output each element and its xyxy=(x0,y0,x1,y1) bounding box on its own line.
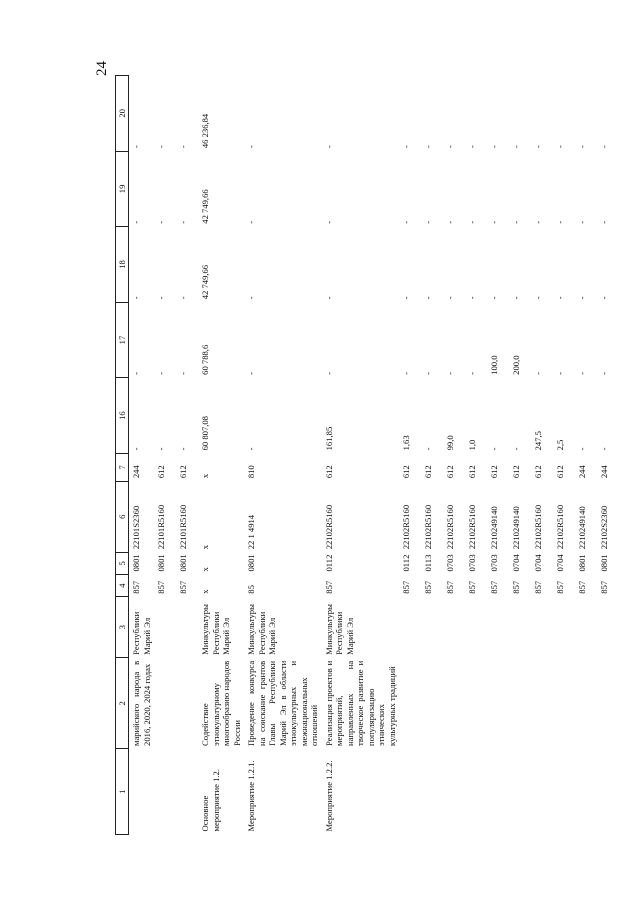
value-col-16-cell: - xyxy=(178,447,189,451)
description-cell xyxy=(597,658,619,749)
column-header-2: 2 xyxy=(116,658,129,749)
value-col-20-cell: - xyxy=(131,145,142,149)
executor-cell: Республики Марий Эл xyxy=(131,611,152,655)
value-col-16-cell: - xyxy=(423,447,434,451)
target-article-cell: 2210249140 xyxy=(511,506,522,550)
value-col-20-cell: - xyxy=(533,145,544,149)
grbs-code-cell: 857 xyxy=(467,580,478,594)
target-article-cell: 22102R5160 xyxy=(423,504,434,550)
description-cell: марийского народа в 2016, 2020, 2024 годах xyxy=(131,660,152,746)
expense-type-cell: 612 xyxy=(511,465,522,479)
grbs-code-cell: 857 xyxy=(445,580,456,594)
description-cell xyxy=(465,658,487,749)
expense-type-cell: 612 xyxy=(178,465,189,479)
value-col-17-cell: - xyxy=(445,371,456,375)
value-col-17-cell: - xyxy=(467,371,478,375)
grbs-code-cell: 857 xyxy=(156,580,167,594)
value-col-18-cell: - xyxy=(401,296,412,300)
value-col-16-cell: 2,5 xyxy=(555,439,566,451)
expense-type-cell: 244 xyxy=(577,465,588,479)
column-header-4: 4 xyxy=(116,575,129,597)
target-article-cell: 22102R5160 xyxy=(533,504,544,550)
grbs-code-cell: 857 xyxy=(323,580,334,594)
value-col-16-cell: 161,85 xyxy=(323,426,334,451)
value-col-20-cell: - xyxy=(401,145,412,149)
row-label-cell xyxy=(575,749,597,835)
section-code-cell: 0703 xyxy=(489,554,500,572)
column-header-5: 5 xyxy=(116,552,129,574)
value-col-19-cell: - xyxy=(511,220,522,224)
row-label-cell xyxy=(597,749,619,835)
column-header-19: 19 xyxy=(116,151,129,227)
value-col-20-cell: - xyxy=(423,145,434,149)
value-col-19-cell: - xyxy=(577,220,588,224)
budget-table xyxy=(115,75,619,835)
section-code-cell: х xyxy=(200,567,211,572)
section-code-cell: 0112 xyxy=(401,554,412,572)
value-col-16-cell: - xyxy=(156,447,167,451)
expense-type-cell: 612 xyxy=(156,465,167,479)
description-cell xyxy=(553,658,575,749)
executor-cell xyxy=(443,597,465,658)
table-row xyxy=(509,76,531,835)
value-col-17-cell: - xyxy=(178,371,189,375)
value-col-17-cell: - xyxy=(131,371,142,375)
grbs-code-cell: 85 xyxy=(246,585,257,594)
grbs-code-cell: 857 xyxy=(401,580,412,594)
value-col-18-cell: - xyxy=(423,296,434,300)
row-label-cell xyxy=(531,749,553,835)
value-col-19-cell: - xyxy=(599,220,610,224)
description-cell xyxy=(421,658,443,749)
value-col-16-cell: - xyxy=(577,447,588,451)
value-col-20-cell: - xyxy=(156,145,167,149)
target-article-cell: 22102S2360 xyxy=(599,505,610,550)
description-cell xyxy=(176,658,198,749)
page-number: 24 xyxy=(94,61,110,76)
table-row xyxy=(465,76,487,835)
section-code-cell: 0113 xyxy=(423,554,434,572)
section-code-cell: 0704 xyxy=(511,554,522,572)
value-col-16-cell: 1,0 xyxy=(467,439,478,451)
description-cell xyxy=(575,658,597,749)
value-col-20-cell: - xyxy=(467,145,478,149)
executor-cell: Минкультуры Республики Марий Эл xyxy=(246,604,278,655)
expense-type-cell: 612 xyxy=(489,465,500,479)
table-row xyxy=(575,76,597,835)
value-col-17-cell: 60 788,6 xyxy=(200,344,211,375)
value-col-19-cell: - xyxy=(178,220,189,224)
value-col-19-cell: 42 749,66 xyxy=(200,189,211,224)
value-col-16-cell: 1,63 xyxy=(401,435,412,451)
table-row xyxy=(198,76,244,835)
column-header-6: 6 xyxy=(116,481,129,552)
executor-cell xyxy=(399,597,421,658)
value-col-18-cell: 42 749,66 xyxy=(200,264,211,300)
table-row xyxy=(597,76,619,835)
table-header xyxy=(116,76,129,835)
value-col-19-cell: - xyxy=(401,220,412,224)
grbs-code-cell: 857 xyxy=(577,580,588,594)
value-col-17-cell: - xyxy=(156,371,167,375)
table-row xyxy=(154,76,176,835)
executor-cell: Минкультуры Республики Марий Эл xyxy=(323,604,355,655)
row-label-cell xyxy=(399,749,421,835)
table-body xyxy=(129,76,619,835)
target-article-cell: 22102R5160 xyxy=(323,504,334,550)
grbs-code-cell: 857 xyxy=(533,580,544,594)
grbs-code-cell: 857 xyxy=(599,580,610,594)
table-row xyxy=(443,76,465,835)
target-article-cell: 22 1 4914 xyxy=(246,514,257,550)
value-col-17-cell: - xyxy=(246,371,257,375)
grbs-code-cell: 857 xyxy=(555,580,566,594)
row-label-cell xyxy=(154,749,176,835)
expense-type-cell: 612 xyxy=(467,465,478,479)
target-article-cell: 22101S2360 xyxy=(131,505,142,550)
table-row xyxy=(129,76,154,835)
executor-cell xyxy=(421,597,443,658)
value-col-20-cell: - xyxy=(323,145,334,149)
value-col-17-cell: - xyxy=(401,371,412,375)
section-code-cell: 0801 xyxy=(131,554,142,572)
table-row xyxy=(176,76,198,835)
target-article-cell: 22101R5160 xyxy=(178,504,189,550)
section-code-cell: 0801 xyxy=(577,554,588,572)
value-col-20-cell: - xyxy=(178,145,189,149)
description-cell xyxy=(509,658,531,749)
executor-cell xyxy=(487,597,509,658)
table-row xyxy=(244,76,321,835)
value-col-19-cell: - xyxy=(445,220,456,224)
column-header-18: 18 xyxy=(116,227,129,303)
table-row xyxy=(553,76,575,835)
expense-type-cell: 612 xyxy=(445,465,456,479)
value-col-18-cell: - xyxy=(533,296,544,300)
table-row xyxy=(421,76,443,835)
value-col-18-cell: - xyxy=(246,296,257,300)
row-label-cell xyxy=(421,749,443,835)
column-header-20: 20 xyxy=(116,76,129,152)
section-code-cell: 0703 xyxy=(445,554,456,572)
table-row xyxy=(487,76,509,835)
row-label-cell xyxy=(129,749,154,835)
value-col-20-cell: - xyxy=(511,145,522,149)
column-header-7: 7 xyxy=(116,453,129,481)
row-label-cell xyxy=(465,749,487,835)
executor-cell xyxy=(575,597,597,658)
target-article-cell: 2210249140 xyxy=(577,506,588,550)
executor-cell xyxy=(509,597,531,658)
value-col-20-cell: - xyxy=(577,145,588,149)
row-label-cell: Мероприятие 1.2.1. xyxy=(246,760,257,832)
value-col-19-cell: - xyxy=(246,220,257,224)
value-col-20-cell: - xyxy=(555,145,566,149)
row-label-cell: Мероприятие 1.2.2. xyxy=(323,760,334,832)
value-col-16-cell: - xyxy=(246,447,257,451)
expense-type-cell: 612 xyxy=(401,465,412,479)
description-cell: Реализация проектов и мероприятий, направленных на творческое развитие и популяризацию этнических культурных традиций xyxy=(323,660,397,746)
description-cell xyxy=(154,658,176,749)
executor-cell xyxy=(176,597,198,658)
value-col-17-cell: - xyxy=(555,371,566,375)
table-row xyxy=(322,76,399,835)
target-article-cell: х xyxy=(200,544,211,550)
description-cell: Содействие этнокультурному многообразию народов России xyxy=(200,660,242,746)
value-col-16-cell: - xyxy=(511,447,522,451)
target-article-cell: 22102R5160 xyxy=(467,504,478,550)
grbs-code-cell: 857 xyxy=(178,580,189,594)
executor-cell xyxy=(531,597,553,658)
expense-type-cell: 612 xyxy=(323,465,334,479)
section-code-cell: 0112 xyxy=(323,554,334,572)
expense-type-cell: х xyxy=(200,473,211,479)
target-article-cell: 22101R5160 xyxy=(156,504,167,550)
row-label-cell xyxy=(176,749,198,835)
value-col-16-cell: 99,0 xyxy=(445,435,456,451)
value-col-18-cell: - xyxy=(445,296,456,300)
value-col-20-cell: - xyxy=(599,145,610,149)
value-col-18-cell: - xyxy=(555,296,566,300)
value-col-16-cell: - xyxy=(489,447,500,451)
section-code-cell: 0801 xyxy=(178,554,189,572)
value-col-19-cell: - xyxy=(467,220,478,224)
value-col-19-cell: - xyxy=(423,220,434,224)
value-col-18-cell: - xyxy=(178,296,189,300)
description-cell: Проведение конкурса на соискание грантов Главы Республики Марий Эл в области этнокультурных и межнациональных отношений xyxy=(246,660,320,746)
expense-type-cell: 244 xyxy=(131,465,142,479)
value-col-19-cell: - xyxy=(489,220,500,224)
row-label-cell xyxy=(509,749,531,835)
description-cell xyxy=(531,658,553,749)
value-col-20-cell: - xyxy=(246,145,257,149)
target-article-cell: 2210249140 xyxy=(489,506,500,550)
column-header-3: 3 xyxy=(116,597,129,658)
value-col-17-cell: - xyxy=(423,371,434,375)
grbs-code-cell: х xyxy=(200,589,211,594)
grbs-code-cell: 857 xyxy=(489,580,500,594)
value-col-18-cell: - xyxy=(323,296,334,300)
value-col-20-cell: - xyxy=(445,145,456,149)
value-col-19-cell: - xyxy=(555,220,566,224)
value-col-19-cell: - xyxy=(131,220,142,224)
value-col-19-cell: - xyxy=(323,220,334,224)
executor-cell xyxy=(597,597,619,658)
row-label-cell xyxy=(487,749,509,835)
row-label-cell: Основное мероприятие 1.2. xyxy=(200,768,221,832)
target-article-cell: 22102R5160 xyxy=(445,504,456,550)
expense-type-cell: 244 xyxy=(599,465,610,479)
expense-type-cell: 612 xyxy=(555,465,566,479)
budget-table-page xyxy=(115,75,610,835)
value-col-18-cell: - xyxy=(577,296,588,300)
value-col-19-cell: - xyxy=(156,220,167,224)
section-code-cell: 0801 xyxy=(246,554,257,572)
table-row xyxy=(399,76,421,835)
grbs-code-cell: 857 xyxy=(511,580,522,594)
grbs-code-cell: 857 xyxy=(423,580,434,594)
section-code-cell: 0801 xyxy=(156,554,167,572)
section-code-cell: 0704 xyxy=(533,554,544,572)
header-row xyxy=(116,76,129,835)
value-col-16-cell: 60 807,08 xyxy=(200,416,211,451)
column-header-1: 1 xyxy=(116,749,129,835)
executor-cell xyxy=(553,597,575,658)
description-cell xyxy=(487,658,509,749)
value-col-18-cell: - xyxy=(467,296,478,300)
value-col-17-cell: - xyxy=(577,371,588,375)
column-header-17: 17 xyxy=(116,302,129,378)
value-col-18-cell: - xyxy=(511,296,522,300)
target-article-cell: 22102R5160 xyxy=(401,504,412,550)
expense-type-cell: 612 xyxy=(423,465,434,479)
value-col-18-cell: - xyxy=(489,296,500,300)
executor-cell xyxy=(154,597,176,658)
value-col-17-cell: - xyxy=(533,371,544,375)
executor-cell xyxy=(465,597,487,658)
value-col-16-cell: - xyxy=(131,447,142,451)
value-col-18-cell: - xyxy=(599,296,610,300)
description-cell xyxy=(443,658,465,749)
grbs-code-cell: 857 xyxy=(131,580,142,594)
value-col-17-cell: - xyxy=(323,371,334,375)
target-article-cell: 22102R5160 xyxy=(555,504,566,550)
expense-type-cell: 612 xyxy=(533,465,544,479)
section-code-cell: 0801 xyxy=(599,554,610,572)
section-code-cell: 0704 xyxy=(555,554,566,572)
value-col-19-cell: - xyxy=(533,220,544,224)
value-col-18-cell: - xyxy=(156,296,167,300)
value-col-17-cell: 100,0 xyxy=(489,355,500,375)
value-col-17-cell: 200,0 xyxy=(511,355,522,375)
value-col-18-cell: - xyxy=(131,296,142,300)
section-code-cell: 0703 xyxy=(467,554,478,572)
executor-cell: Минкультуры Республики Марий Эл xyxy=(200,604,232,655)
value-col-16-cell: 247,5 xyxy=(533,431,544,451)
column-header-16: 16 xyxy=(116,378,129,454)
value-col-16-cell: - xyxy=(599,447,610,451)
row-label-cell xyxy=(553,749,575,835)
expense-type-cell: 810 xyxy=(246,465,257,479)
description-cell xyxy=(399,658,421,749)
row-label-cell xyxy=(443,749,465,835)
value-col-20-cell: 46 236,84 xyxy=(200,113,211,149)
value-col-17-cell: - xyxy=(599,371,610,375)
table-row xyxy=(531,76,553,835)
value-col-20-cell: - xyxy=(489,145,500,149)
